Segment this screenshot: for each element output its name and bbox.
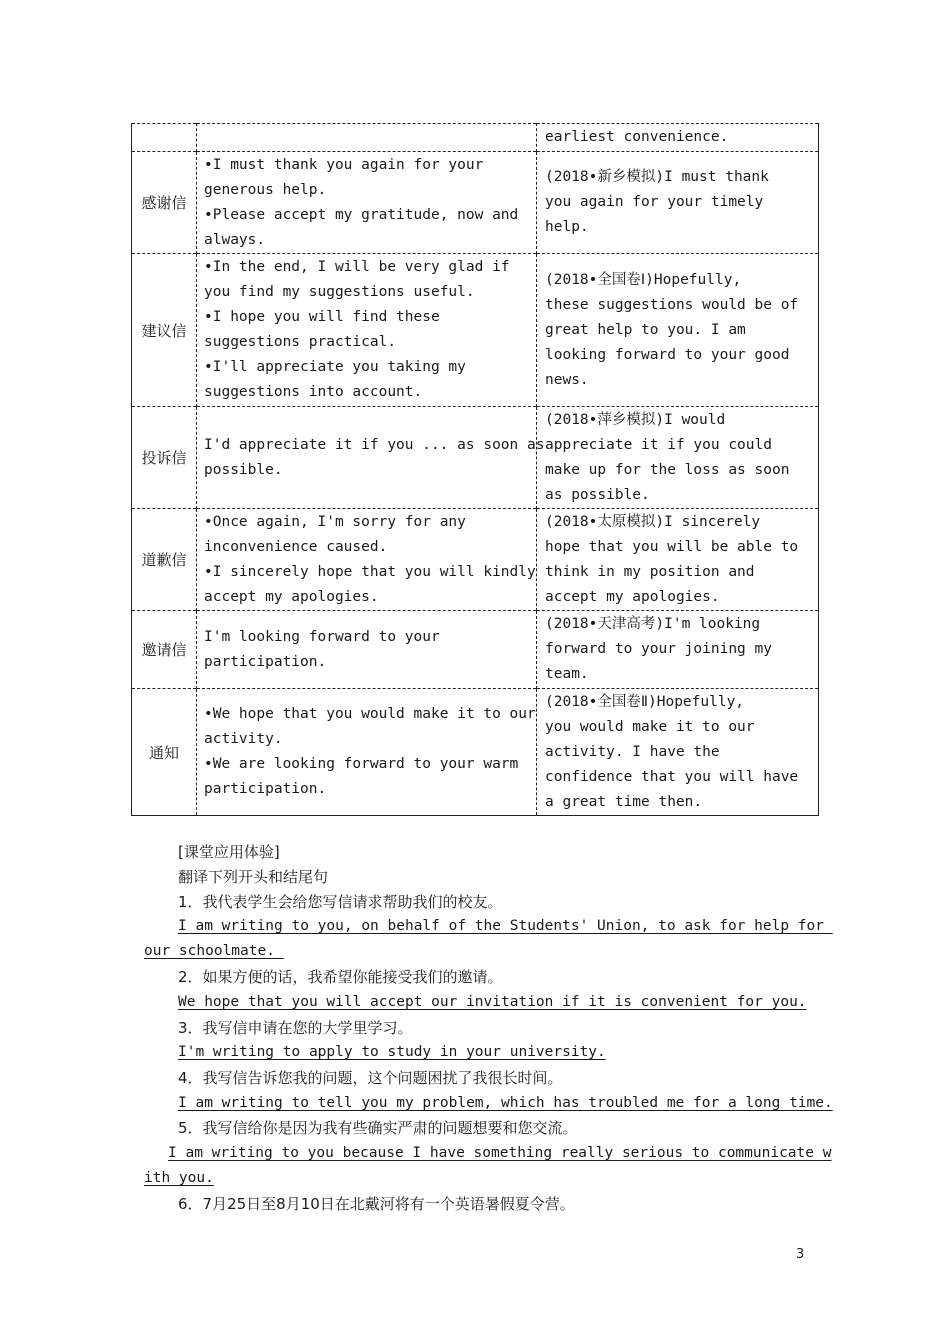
example-line: (2018•全国卷Ⅰ)Hopefully, bbox=[545, 271, 742, 288]
table-row bbox=[132, 689, 819, 816]
table-row bbox=[132, 407, 819, 509]
answer-line: I am writing to tell you my problem, which has troubled me for a long time. bbox=[178, 1095, 833, 1111]
example-line: (2018•天津高考)I'm looking bbox=[545, 616, 761, 632]
expression-line: generous help. bbox=[204, 181, 327, 198]
letter-expressions-table bbox=[131, 123, 819, 816]
expression-line: accept my apologies. bbox=[204, 588, 379, 605]
section-heading: [课堂应用体验] bbox=[178, 843, 280, 861]
example-line: news. bbox=[545, 371, 589, 388]
letter-type-cell: 建议信 bbox=[132, 254, 197, 407]
example-line: accept my apologies. bbox=[545, 588, 720, 605]
example-line: (2018•新乡模拟)I must thank bbox=[545, 169, 769, 185]
expression-line: you find my suggestions useful. bbox=[204, 284, 475, 300]
table-row bbox=[132, 509, 819, 611]
example-line: these suggestions would be of bbox=[545, 296, 799, 313]
table-row bbox=[132, 611, 819, 689]
answer-line: I am writing to you, on behalf of the Students' Union, to ask for help for bbox=[178, 918, 833, 934]
example-line: (2018•全国卷Ⅱ)Hopefully, bbox=[545, 693, 745, 710]
expression-line: inconvenience caused. bbox=[204, 538, 388, 555]
letter-type-cell: 通知 bbox=[132, 689, 197, 816]
expression-line: I'm looking forward to your bbox=[204, 628, 440, 645]
expression-line: activity. bbox=[204, 731, 283, 747]
letter-type-cell: 邀请信 bbox=[132, 611, 197, 689]
answer-line: our schoolmate. bbox=[144, 943, 284, 959]
expression-line: participation. bbox=[204, 781, 327, 797]
expressions-cell bbox=[197, 152, 537, 254]
page-number: 3 bbox=[796, 1247, 805, 1262]
example-line: you again for your timely bbox=[545, 194, 764, 210]
question-text: 5．我写信给你是因为我有些确实严肃的问题想要和您交流。 bbox=[178, 1119, 578, 1137]
expressions-cell bbox=[197, 407, 545, 509]
example-line: as possible. bbox=[545, 486, 650, 503]
letter-type-cell: 道歉信 bbox=[132, 509, 197, 611]
example-cell bbox=[537, 407, 819, 509]
example-line: (2018•太原模拟)I sincerely bbox=[545, 513, 761, 530]
example-line: appreciate it if you could bbox=[545, 436, 772, 453]
expression-line: •I must thank you again for your bbox=[204, 156, 484, 173]
expression-line: •We are looking forward to your warm bbox=[204, 756, 519, 772]
expression-line: •Once again, I'm sorry for any bbox=[204, 513, 466, 530]
table-row bbox=[132, 254, 819, 407]
section-instruction: 翻译下列开头和结尾句 bbox=[178, 868, 329, 886]
answer-line: We hope that you will accept our invitation if it is convenient for you. bbox=[178, 994, 807, 1010]
letter-type-cell: 投诉信 bbox=[132, 407, 197, 509]
question-text: 4．我写信告诉您我的问题，这个问题困扰了我很长时间。 bbox=[178, 1069, 563, 1087]
example-line: looking forward to your good bbox=[545, 346, 790, 363]
example-cell bbox=[537, 509, 819, 611]
expression-line: participation. bbox=[204, 653, 327, 670]
example-line: confidence that you will have bbox=[545, 768, 799, 785]
example-cell bbox=[537, 611, 819, 689]
example-line: make up for the loss as soon bbox=[545, 461, 790, 478]
answer-line: I am writing to you because I have something really serious to communicate w bbox=[168, 1145, 832, 1161]
example-line: great help to you. I am bbox=[545, 321, 746, 338]
expression-line: suggestions practical. bbox=[204, 334, 397, 350]
answer-line: ith you. bbox=[144, 1170, 214, 1186]
example-line: earliest convenience. bbox=[545, 129, 729, 145]
answer-line: I'm writing to apply to study in your university. bbox=[178, 1044, 606, 1060]
example-line: you would make it to our bbox=[545, 718, 755, 735]
expression-line: •In the end, I will be very glad if bbox=[204, 259, 510, 275]
expression-line: •I'll appreciate you taking my bbox=[204, 359, 466, 375]
question-text: 1．我代表学生会给您写信请求帮助我们的校友。 bbox=[178, 893, 503, 911]
question-text: 6．7月25日至8月10日在北戴河将有一个英语暑假夏令营。 bbox=[178, 1195, 575, 1213]
question-text: 2．如果方便的话，我希望你能接受我们的邀请。 bbox=[178, 968, 503, 986]
example-cell bbox=[537, 254, 819, 407]
expression-line: •Please accept my gratitude, now and bbox=[204, 206, 519, 223]
expressions-cell bbox=[197, 611, 537, 689]
expression-line: I'd appreciate it if you ... as soon as bbox=[204, 436, 545, 453]
expression-line: possible. bbox=[204, 461, 283, 478]
question-text: 3．我写信申请在您的大学里学习。 bbox=[178, 1019, 413, 1037]
example-cell bbox=[537, 689, 819, 816]
expressions-cell bbox=[197, 689, 537, 816]
expression-line: suggestions into account. bbox=[204, 384, 423, 400]
example-line: think in my position and bbox=[545, 563, 755, 580]
example-line: a great time then. bbox=[545, 793, 703, 810]
example-line: help. bbox=[545, 219, 589, 235]
example-line: team. bbox=[545, 666, 589, 682]
example-line: activity. I have the bbox=[545, 743, 720, 760]
example-line: hope that you will be able to bbox=[545, 538, 799, 555]
expressions-cell bbox=[197, 509, 537, 611]
expression-line: always. bbox=[204, 231, 266, 248]
expression-line: •I hope you will find these bbox=[204, 309, 440, 325]
expressions-cell bbox=[197, 254, 537, 407]
example-line: forward to your joining my bbox=[545, 641, 772, 657]
expression-line: •I sincerely hope that you will kindly bbox=[204, 563, 536, 580]
example-cell bbox=[537, 124, 819, 152]
letter-type-cell: 感谢信 bbox=[132, 152, 197, 254]
expressions-cell bbox=[197, 124, 537, 152]
table-row bbox=[132, 124, 819, 152]
example-cell bbox=[537, 152, 819, 254]
letter-type-cell bbox=[132, 124, 197, 152]
table-row bbox=[132, 152, 819, 254]
example-line: (2018•萍乡模拟)I would bbox=[545, 411, 726, 428]
expression-line: •We hope that you would make it to our bbox=[204, 706, 536, 722]
